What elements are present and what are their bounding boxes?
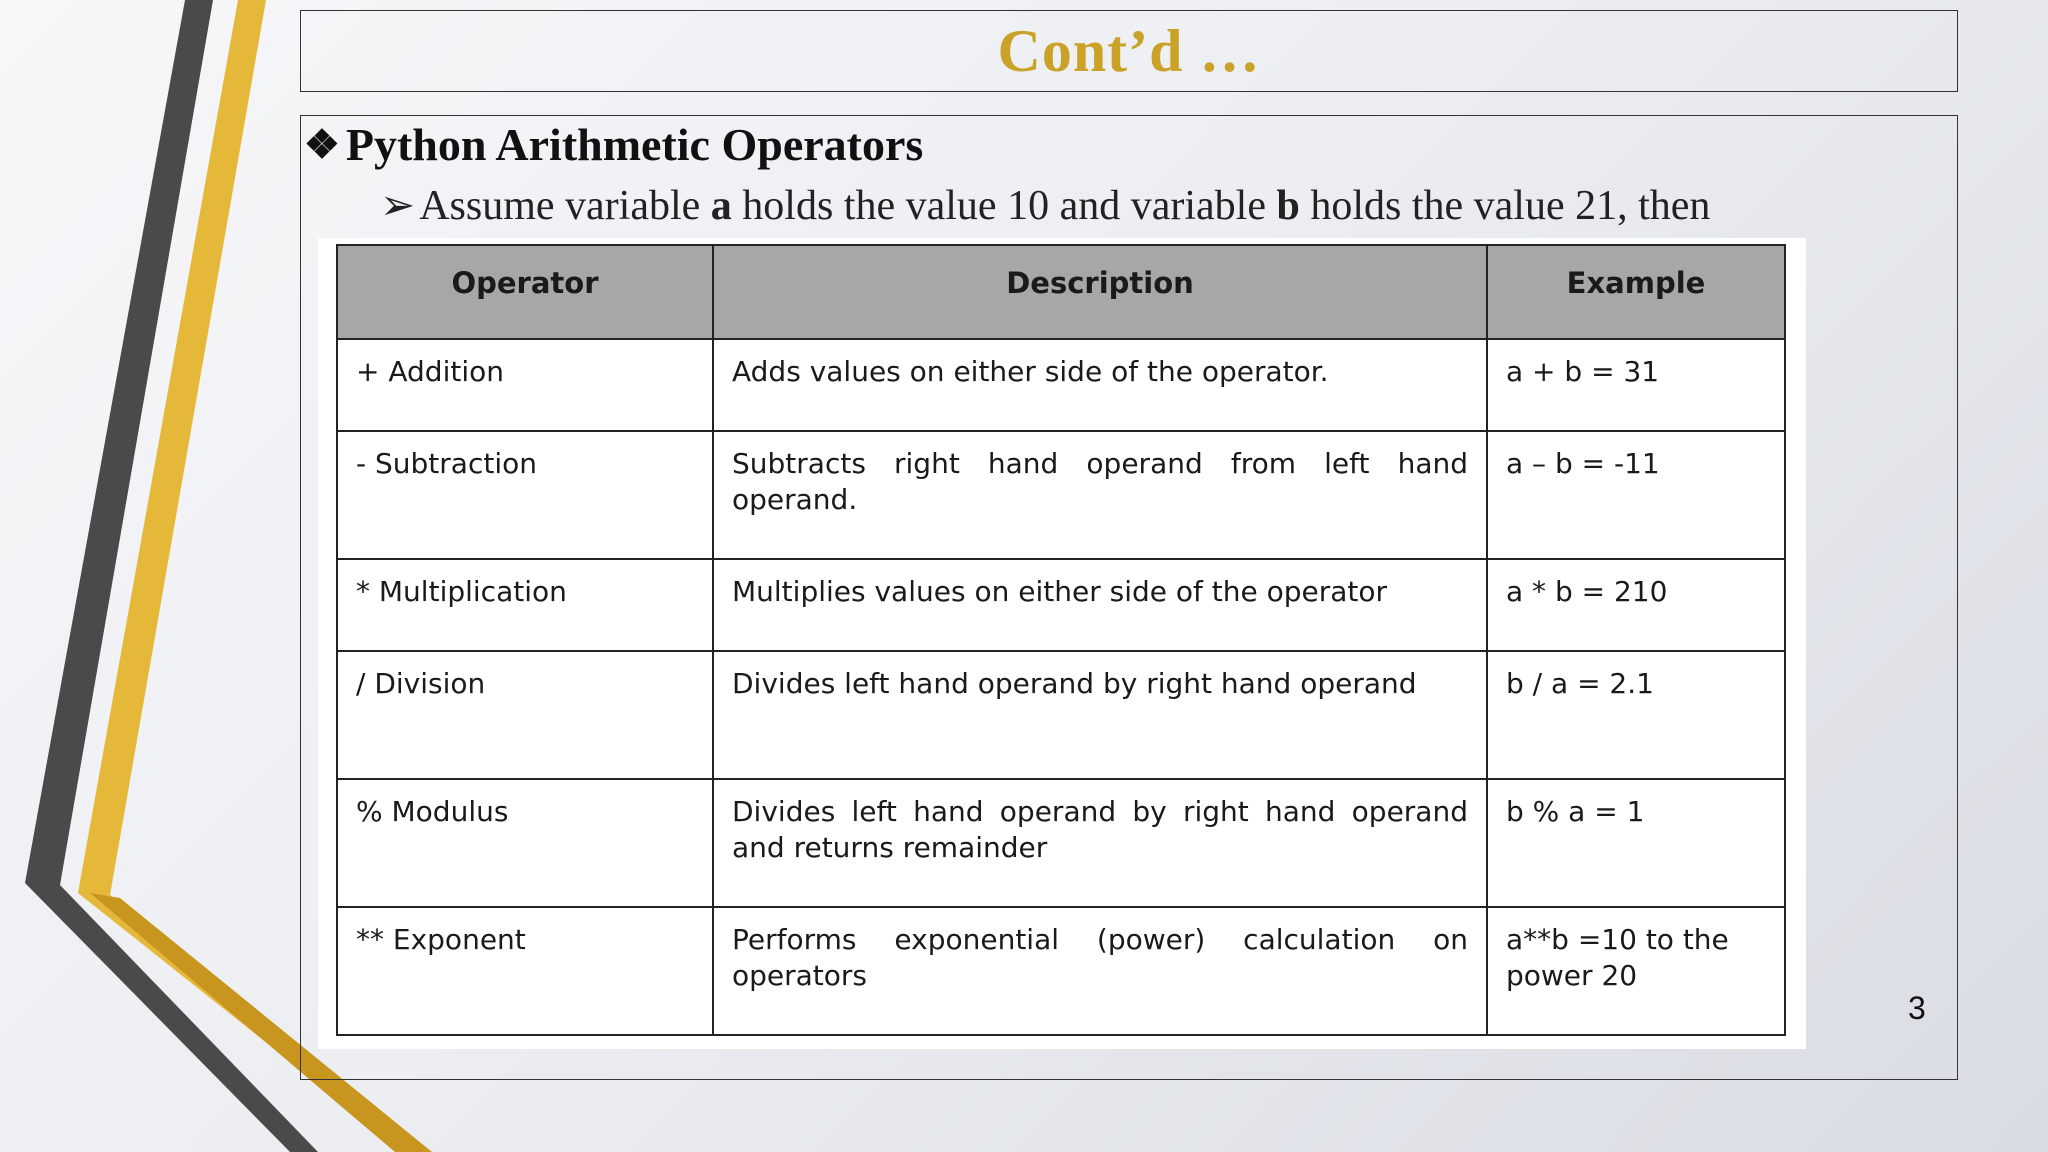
assumption-text-3: holds the value 21, then [1299, 183, 1711, 229]
description-cell: Divides left hand operand by right hand operand [713, 651, 1487, 779]
assumption-text-2: holds the value 10 and variable [731, 183, 1277, 229]
example-cell: b % a = 1 [1487, 779, 1785, 907]
title-box [300, 10, 1958, 92]
description-cell: Subtracts right hand operand from left hand operand. [713, 431, 1487, 559]
variable-a: a [710, 183, 732, 229]
operator-cell: % Modulus [337, 779, 713, 907]
description-cell: Divides left hand operand by right hand operand and returns remainder [713, 779, 1487, 907]
arrow-bullet-icon: ➢ [380, 183, 416, 229]
assumption-text-1: Assume variable [419, 183, 711, 229]
header-example: Example [1487, 245, 1785, 339]
diamond-bullet-icon: ❖ [304, 122, 340, 167]
example-cell: a + b = 31 [1487, 339, 1785, 431]
slide-title: Cont’d … [997, 17, 1261, 84]
header-description: Description [713, 245, 1487, 339]
table-row [337, 559, 1785, 651]
table-row [337, 651, 1785, 779]
description-cell: Multiplies values on either side of the operator [713, 559, 1487, 651]
table-row [337, 339, 1785, 431]
dark-stripe [25, 0, 318, 1152]
description-cell: Adds values on either side of the operator. [713, 339, 1487, 431]
variable-b: b [1276, 183, 1300, 229]
operator-cell: / Division [337, 651, 713, 779]
operators-table [336, 244, 1786, 1036]
table-row [337, 431, 1785, 559]
assumption-line [380, 180, 1710, 230]
page-number: 3 [1908, 990, 1926, 1026]
operator-cell: ** Exponent [337, 907, 713, 1035]
operator-cell: + Addition [337, 339, 713, 431]
example-cell: a * b = 210 [1487, 559, 1785, 651]
table-header-row [337, 245, 1785, 339]
header-operator: Operator [337, 245, 713, 339]
operators-table-image [318, 238, 1806, 1049]
operator-cell: - Subtraction [337, 431, 713, 559]
heading-text: Python Arithmetic Operators [345, 119, 924, 170]
example-cell: b / a = 2.1 [1487, 651, 1785, 779]
example-cell: a**b =10 to the power 20 [1487, 907, 1785, 1035]
section-heading [304, 118, 923, 171]
description-cell: Performs exponential (power) calculation on operators [713, 907, 1487, 1035]
example-cell: a – b = -11 [1487, 431, 1785, 559]
table-row [337, 779, 1785, 907]
operator-cell: * Multiplication [337, 559, 713, 651]
table-row [337, 907, 1785, 1035]
